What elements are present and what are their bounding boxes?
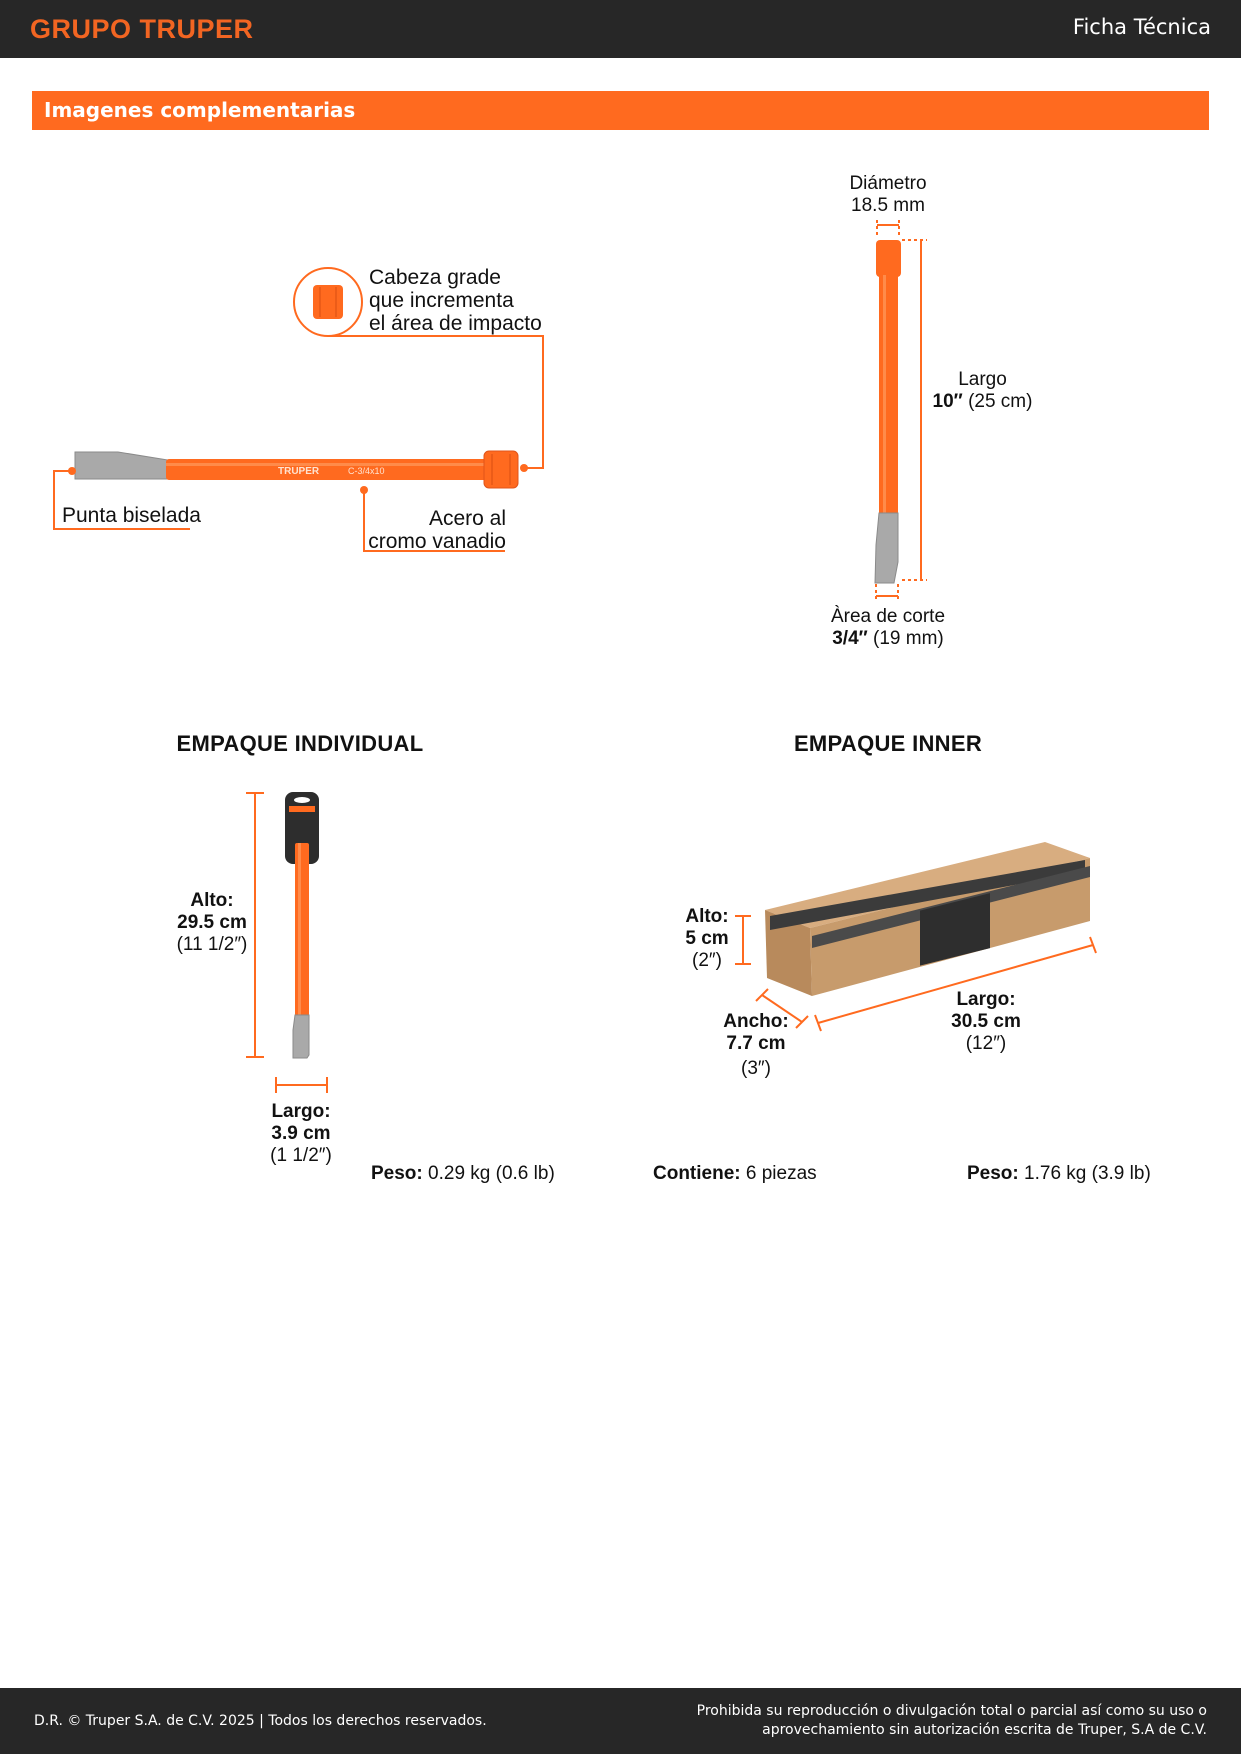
chisel-brand-print: TRUPER (278, 466, 320, 477)
individual-largo-label: Largo: (271, 1101, 331, 1122)
inner-ancho-imperial: (3″) (741, 1058, 771, 1079)
chisel-model-print: C-3/4x10 (348, 466, 385, 476)
individual-weight-value: 0.29 kg (0.6 lb) (428, 1163, 555, 1184)
inner-largo-label: Largo: (956, 989, 1016, 1010)
inner-contents-label: Contiene: (653, 1163, 741, 1184)
individual-alto-label: Alto: (190, 890, 234, 911)
cut-area-label: Àrea de corte (830, 606, 946, 627)
footer-legal-notice (647, 1702, 1207, 1740)
inner-weight-label: Peso: (967, 1163, 1019, 1184)
cut-area-dimension (813, 606, 963, 650)
individual-package-title: EMPAQUE INDIVIDUAL (176, 731, 424, 756)
callout-tip: Punta biselada (62, 504, 201, 527)
individual-largo (255, 1101, 347, 1167)
length-dimension (925, 369, 1040, 413)
individual-package-illustration (246, 792, 327, 1093)
document-type-title: Ficha Técnica (1072, 15, 1211, 39)
individual-alto-imperial: (11 1/2″) (176, 934, 248, 955)
individual-largo-value: 3.9 cm (271, 1123, 331, 1144)
inner-weight (967, 1163, 1167, 1185)
footer-legal-line-2: aprovechamiento sin autorización escrita de Truper, S.A de C.V. (762, 1722, 1207, 1738)
individual-alto (166, 890, 258, 956)
inner-weight-value: 1.76 kg (3.9 lb) (1024, 1163, 1151, 1184)
inner-contents-value: 6 piezas (745, 1163, 817, 1184)
length-value: 10″ (932, 391, 963, 412)
inner-largo-imperial: (12″) (965, 1033, 1007, 1054)
length-label: Largo (958, 369, 1007, 390)
individual-weight-label: Peso: (371, 1163, 423, 1184)
inner-alto-label: Alto: (685, 906, 729, 927)
individual-weight (371, 1163, 571, 1185)
inner-ancho-value: 7.7 cm (726, 1033, 786, 1054)
inner-package-title: EMPAQUE INNER (793, 731, 983, 756)
grupo-truper-logo: GRUPO TRUPER (30, 14, 254, 44)
cut-area-value: 3/4″ (832, 628, 868, 649)
callout-head-line-3: el área de impacto (369, 312, 542, 335)
section-title: Imagenes complementarias (44, 98, 356, 122)
footer-legal-line-1: Prohibida su reproducción o divulgación total o parcial así como su uso o (696, 1703, 1207, 1719)
diameter-value: 18.5 mm (851, 195, 925, 216)
inner-alto-value: 5 cm (685, 928, 729, 949)
diameter-dimension (828, 173, 948, 217)
footer-bar (0, 1688, 1241, 1754)
callout-head-line-1: Cabeza grade (369, 266, 501, 289)
inner-ancho-label: Ancho: (723, 1011, 789, 1032)
callout-steel (335, 507, 506, 553)
individual-alto-value: 29.5 cm (177, 912, 247, 933)
footer-copyright: D.R. © Truper S.A. de C.V. 2025 | Todos los derechos reservados. (34, 1713, 487, 1729)
callout-steel-line-1: Acero al (428, 507, 506, 530)
callout-head-line-2: que incrementa (369, 289, 514, 312)
individual-largo-imperial: (1 1/2″) (270, 1145, 332, 1166)
diameter-label: Diámetro (849, 173, 927, 194)
inner-box-illustration (735, 842, 1096, 1031)
callout-head (369, 266, 569, 335)
cut-area-metric: (19 mm) (873, 628, 944, 649)
length-metric: (25 cm) (968, 391, 1033, 412)
callout-steel-line-2: cromo vanadio (368, 530, 506, 553)
inner-largo-value: 30.5 cm (951, 1011, 1021, 1032)
chisel-vertical-illustration (875, 220, 927, 601)
inner-largo (936, 989, 1036, 1055)
inner-contents (653, 1163, 853, 1185)
inner-alto-imperial: (2″) (692, 950, 722, 971)
inner-ancho (716, 1011, 796, 1080)
inner-alto (670, 906, 744, 972)
